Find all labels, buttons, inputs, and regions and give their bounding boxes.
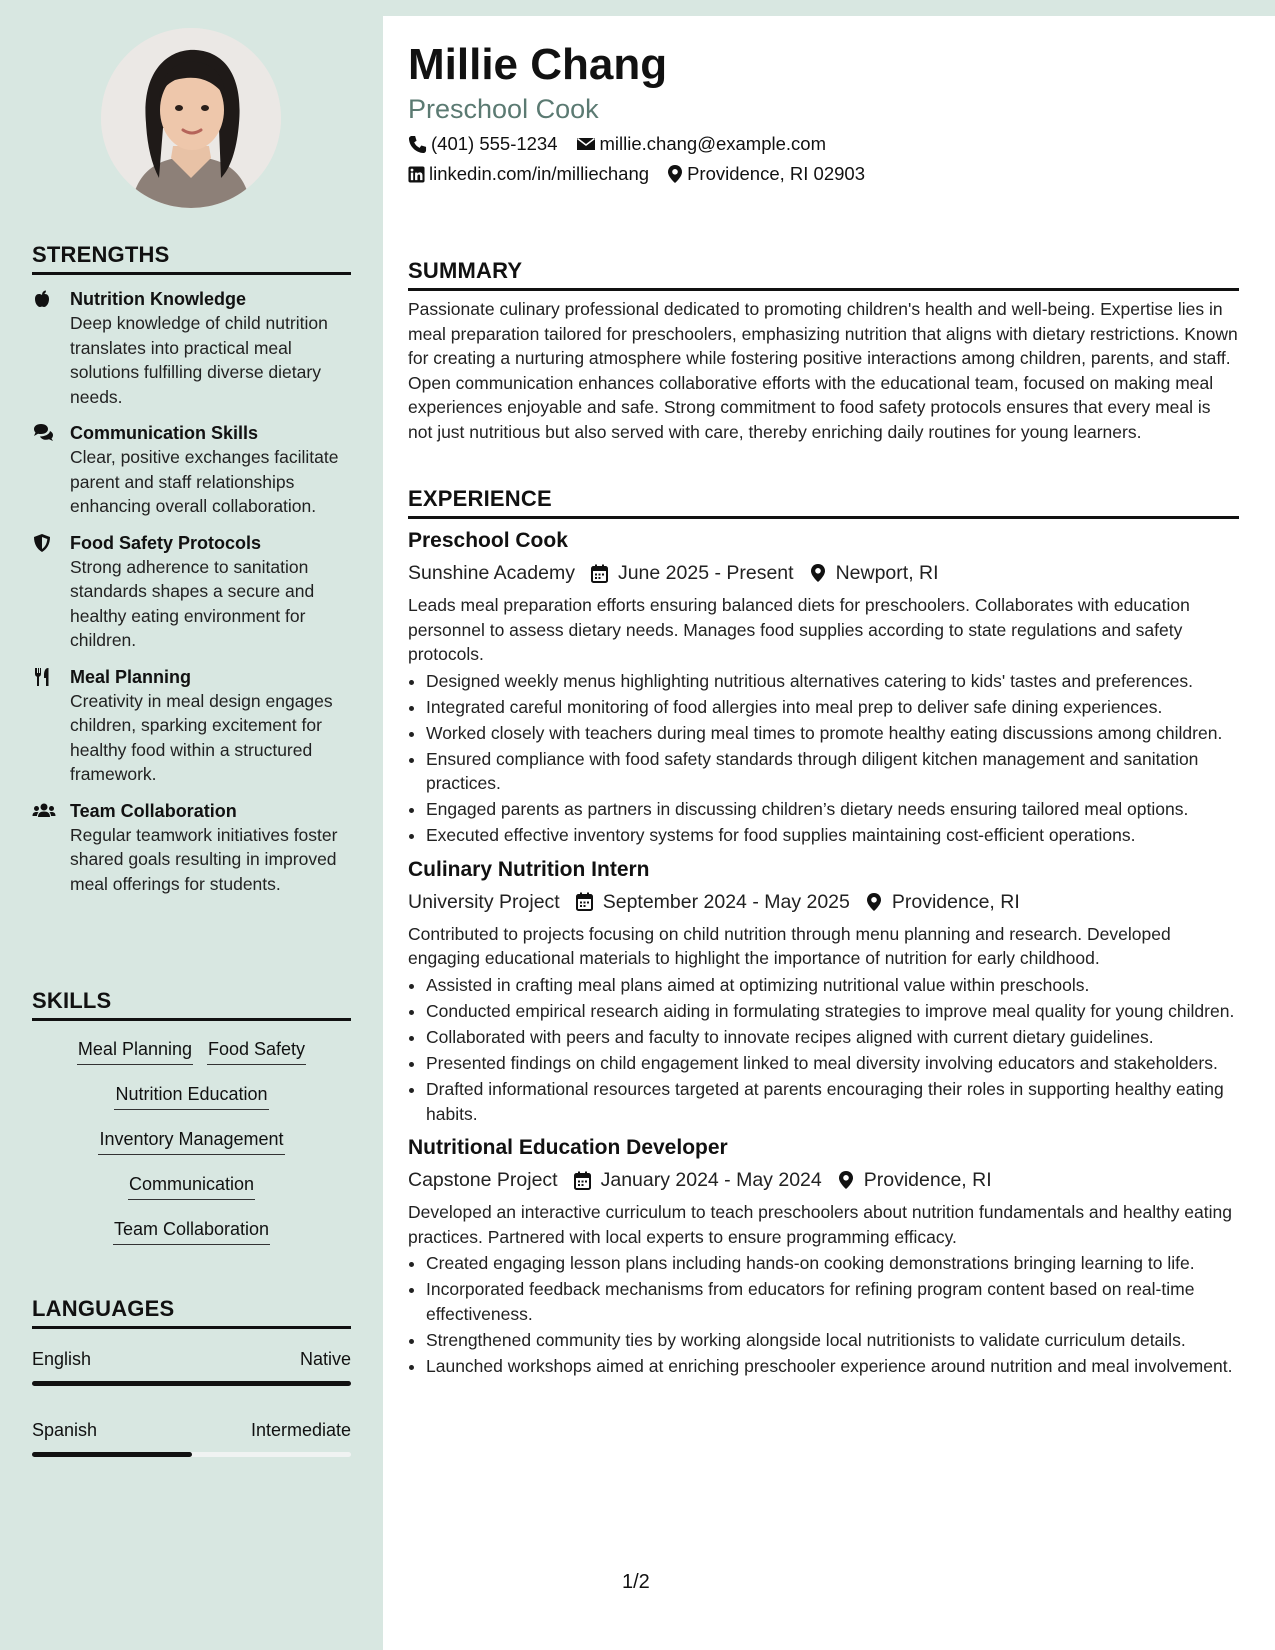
skill-tag: Nutrition Education [114, 1082, 268, 1110]
job-bullet: • Incorporated feedback mechanisms from educators for refining program content based on real-time effectiveness. [426, 1277, 1239, 1326]
language-level: Native [299, 1349, 351, 1369]
location-text: Providence, RI 02903 [687, 163, 865, 184]
summary-text: Passionate culinary professional dedicated to promoting children's health and well-being. Expertise lies in meal preparation tailored for preschoolers, emphasizing nutrition that aligns with dietary restrictions. Known for creating a nurturing atmosphere while fostering positive interactions among children, parents, and staff. Open communication enhances collaborative efforts with the educational team, focused on making meal experiences enjoyable and safe. Strong commitment to food safety protocols ensures that every meal is not just nutritious but also served with care, thereby enriching daily routines for young learners. [408, 299, 1238, 442]
strength-item [32, 287, 351, 409]
profile-photo [101, 28, 281, 208]
job-location-text: Providence, RI [891, 890, 1020, 913]
linkedin-contact[interactable] [408, 162, 649, 186]
job-bullet: • Ensured compliance with food safety standards through diligent kitchen management and sanitation practices. [426, 747, 1239, 796]
email-address[interactable]: millie.chang@example.com [599, 133, 826, 154]
language-proficiency-fill [32, 1381, 351, 1386]
skill-tag: Inventory Management [98, 1127, 284, 1155]
job-title: Culinary Nutrition Intern [408, 857, 650, 881]
job-dates [576, 888, 850, 916]
job-bullets [408, 973, 1239, 1126]
linkedin-icon [408, 166, 425, 183]
strength-description: Deep knowledge of child nutrition translates into practical meal solutions fulfilling diverse dietary needs. [70, 313, 328, 407]
summary-section [408, 258, 1239, 444]
strength-name: Nutrition Knowledge [70, 289, 246, 309]
job-bullet: • Conducted empirical research aiding in formulating strategies to improve meal quality for young children. [426, 999, 1239, 1024]
strength-name: Meal Planning [70, 666, 192, 687]
language-name: Spanish [32, 1420, 98, 1440]
language-level: Intermediate [250, 1420, 351, 1440]
strength-name: Team Collaboration [70, 800, 237, 821]
skills-section [32, 988, 351, 1262]
phone-icon [408, 135, 427, 154]
job-description: Contributed to projects focusing on child nutrition through menu planning and research. Developed engaging educational materials to highlight the importance of nutrition for early childhood. [408, 923, 1171, 969]
job-location [810, 559, 939, 587]
job-dates-text: June 2025 - Present [617, 562, 794, 584]
language-proficiency-fill [32, 1452, 192, 1457]
job-organization: Capstone Project [408, 1169, 558, 1192]
users-icon [32, 801, 54, 823]
comments-icon [32, 423, 54, 445]
candidate-name: Millie Chang [408, 40, 668, 89]
skill-tag: Food Safety [207, 1037, 306, 1065]
job-organization: University Project [408, 890, 560, 913]
skills-heading: SKILLS [32, 988, 351, 1021]
job-bullet: • Worked closely with teachers during meal times to promote healthy eating discussions among children. [426, 721, 1239, 746]
job-dates-text: January 2024 - May 2024 [600, 1169, 822, 1192]
language-item [32, 1418, 351, 1457]
main-content [383, 16, 1275, 1650]
map-pin-icon [667, 164, 683, 184]
job-bullet: • Assisted in crafting meal plans aimed at optimizing nutritional value within preschools. [426, 973, 1239, 998]
phone-contact [408, 132, 558, 156]
calendar-icon [574, 1171, 591, 1190]
linkedin-url[interactable]: linkedin.com/in/milliechang [429, 163, 650, 184]
map-pin-icon [866, 892, 882, 912]
job-dates-text: September 2024 - May 2025 [602, 890, 850, 913]
job-bullet: • Designed weekly menus highlighting nutritious alternatives catering to kids' tastes and preferences. [426, 669, 1239, 694]
language-proficiency-bar [32, 1381, 351, 1386]
location-contact [667, 162, 865, 186]
summary-heading: SUMMARY [408, 258, 1239, 291]
calendar-icon [576, 892, 593, 911]
strength-description: Creativity in meal design engages children, sparking excitement for healthy food within a structured framework. [70, 690, 333, 784]
languages-section [32, 1296, 351, 1457]
job-location [866, 888, 1020, 916]
language-name: English [32, 1349, 92, 1369]
job-entry [408, 1134, 1239, 1378]
job-bullet: • Collaborated with peers and faculty to innovate recipes aligned with current dietary guidelines. [426, 1025, 1239, 1050]
job-organization: Sunshine Academy [408, 562, 575, 584]
job-entry [408, 527, 1239, 848]
job-location-text: Providence, RI [863, 1169, 992, 1192]
map-pin-icon [838, 1170, 854, 1190]
experience-heading: EXPERIENCE [408, 486, 1239, 519]
job-entry [408, 856, 1239, 1126]
job-dates [574, 1166, 822, 1194]
job-title: Nutritional Education Developer [408, 1136, 728, 1160]
job-dates [591, 559, 794, 587]
job-description: Developed an interactive curriculum to teach preschoolers about nutrition fundamentals and healthy eating practices. Partnered with local experts to ensure programming efficacy. [408, 1202, 1232, 1247]
envelope-icon [576, 136, 596, 152]
strength-description: Clear, positive exchanges facilitate parent and staff relationships enhancing overall collaboration. [70, 447, 339, 516]
job-location [838, 1166, 992, 1194]
sidebar [0, 0, 383, 1650]
strengths-section [32, 242, 351, 896]
utensils-icon [32, 667, 54, 689]
strength-description: Strong adherence to sanitation standards shapes a secure and healthy eating environment for children. [70, 556, 315, 650]
experience-section [408, 486, 1239, 1380]
strength-name: Communication Skills [70, 423, 259, 443]
job-bullets [408, 1251, 1239, 1378]
avatar-illustration [101, 28, 281, 208]
job-bullet: • Created engaging lesson plans including hands-on cooking demonstrations bringing learning to life. [426, 1251, 1239, 1276]
language-item [32, 1347, 351, 1386]
job-description: Leads meal preparation efforts ensuring balanced diets for preschoolers. Collaborates with education personnel to assess dietary needs. Manages food supplies according to state regulations and safety protocols. [408, 595, 1190, 664]
skill-tag: Meal Planning [77, 1037, 193, 1065]
strength-item [32, 799, 351, 897]
shield-icon [32, 533, 54, 555]
job-bullet: • Strengthened community ties by working alongside local nutritionists to validate curriculum details. [426, 1328, 1239, 1353]
apple-icon [32, 289, 54, 311]
skill-tag: Team Collaboration [113, 1217, 270, 1245]
strength-item [32, 665, 351, 787]
job-bullet: • Launched workshops aimed at enriching preschooler experience around nutrition and meal involvement. [426, 1354, 1239, 1379]
strengths-heading: STRENGTHS [32, 242, 351, 275]
job-bullet: • Engaged parents as partners in discussing children’s dietary needs ensuring tailored meal options. [426, 797, 1239, 822]
languages-heading: LANGUAGES [32, 1296, 351, 1329]
strength-name: Food Safety Protocols [70, 532, 262, 553]
strength-description: Regular teamwork initiatives foster shared goals resulting in improved meal offerings for students. [70, 824, 338, 894]
job-bullet: • Presented findings on child engagement linked to meal diversity involving educators and stakeholders. [426, 1051, 1239, 1076]
job-bullets [408, 669, 1239, 848]
page-number: 1/2 [622, 1571, 650, 1593]
strength-item [32, 531, 351, 653]
job-bullet: • Drafted informational resources targeted at parents encouraging their roles in supporting healthy eating habits. [426, 1077, 1239, 1126]
job-bullet: • Executed effective inventory systems for food supplies maintaining cost-efficient operations. [426, 823, 1239, 848]
job-title: Preschool Cook [408, 529, 568, 552]
job-bullet: • Integrated careful monitoring of food allergies into meal prep to deliver safe dining experiences. [426, 695, 1239, 720]
map-pin-icon [810, 563, 826, 583]
job-location-text: Newport, RI [835, 562, 939, 584]
calendar-icon [591, 564, 608, 583]
skill-tag: Communication [128, 1172, 255, 1200]
candidate-title: Preschool Cook [408, 94, 599, 124]
language-proficiency-bar [32, 1452, 351, 1457]
phone-number: (401) 555-1234 [431, 133, 558, 154]
email-contact[interactable] [576, 132, 826, 156]
strength-item [32, 421, 351, 519]
